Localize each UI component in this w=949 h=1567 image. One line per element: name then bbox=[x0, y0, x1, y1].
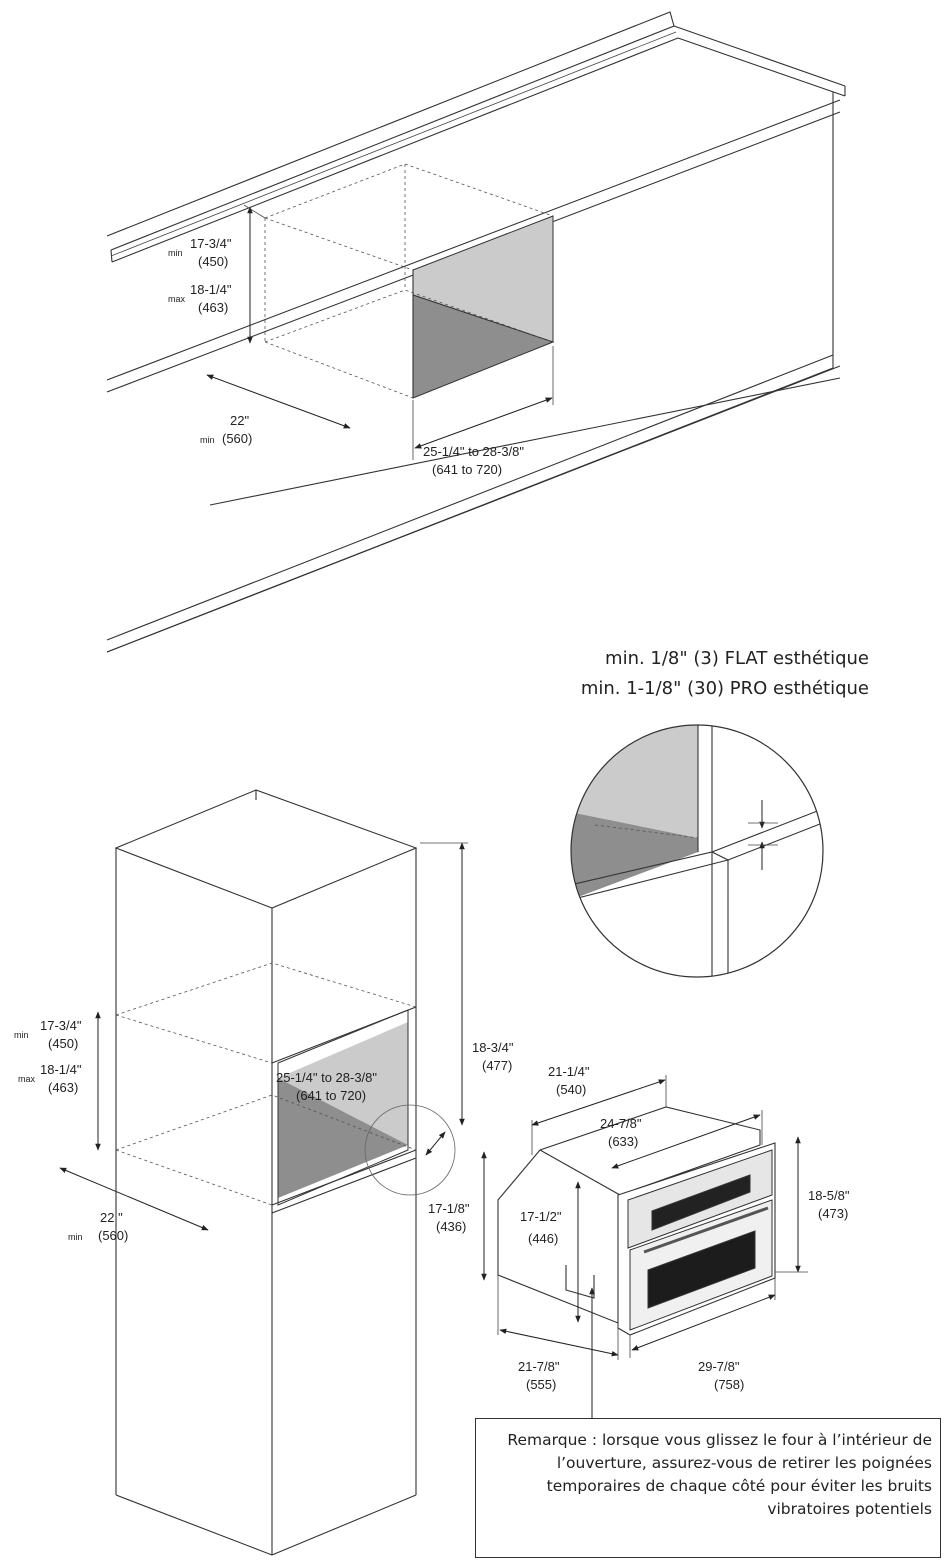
col-depth-value: 22 " bbox=[100, 1210, 123, 1225]
column-cabinet bbox=[60, 790, 468, 1555]
oven-inner-height-metric: (446) bbox=[528, 1231, 559, 1246]
undercounter-cabinet bbox=[107, 12, 845, 652]
top-height-max-metric: (463) bbox=[198, 300, 229, 315]
top-height-min-metric: (450) bbox=[198, 254, 229, 269]
oven-bottom-width-metric: (758) bbox=[714, 1377, 745, 1392]
col-height-right-value: 18-3/4" bbox=[472, 1040, 514, 1055]
col-width-value: 25-1/4" to 28-3/8" bbox=[276, 1070, 378, 1085]
col-height-max-metric: (463) bbox=[48, 1080, 79, 1095]
top-height-max-prefix: max bbox=[168, 294, 186, 304]
oven-inner-height-value: 17-1/2" bbox=[520, 1209, 562, 1224]
oven-side-height-value: 17-1/8" bbox=[428, 1201, 470, 1216]
top-width-metric: (641 to 720) bbox=[432, 462, 503, 477]
oven-front-width-metric: (633) bbox=[608, 1134, 639, 1149]
col-height-min-prefix: min bbox=[14, 1030, 29, 1040]
oven-side-height-metric: (436) bbox=[436, 1219, 467, 1234]
top-depth-value: 22" bbox=[230, 413, 250, 428]
oven-bottom-depth-value: 21-7/8" bbox=[518, 1359, 560, 1374]
remark-text: Remarque : lorsque vous glissez le four à l’intérieur de l’ouverture, assurez-vous de retirer les poignées temporaires de chaque côté pour éviter les bruits vibratoires potentiels bbox=[507, 1431, 932, 1518]
col-depth-metric: (560) bbox=[98, 1228, 129, 1243]
oven-bottom-width-value: 29-7/8" bbox=[698, 1359, 740, 1374]
col-height-max-prefix: max bbox=[18, 1074, 36, 1084]
oven-front-height-value: 18-5/8" bbox=[808, 1188, 850, 1203]
gap-note-pro: min. 1-1/8" (30) PRO esthétique bbox=[580, 678, 869, 699]
oven-top-depth-value: 21-1/4" bbox=[548, 1064, 590, 1079]
oven-front-width-value: 24-7/8" bbox=[600, 1116, 642, 1131]
oven-top-depth-metric: (540) bbox=[556, 1082, 587, 1097]
oven-front-height-metric: (473) bbox=[818, 1206, 849, 1221]
top-height-max-value: 18-1/4" bbox=[190, 282, 232, 297]
col-height-max-value: 18-1/4" bbox=[40, 1062, 82, 1077]
top-depth-metric: (560) bbox=[222, 431, 253, 446]
oven-bottom-depth-metric: (555) bbox=[526, 1377, 557, 1392]
col-width-metric: (641 to 720) bbox=[296, 1088, 367, 1103]
col-height-min-metric: (450) bbox=[48, 1036, 79, 1051]
col-height-min-value: 17-3/4" bbox=[40, 1018, 82, 1033]
gap-detail-circle bbox=[570, 720, 825, 985]
top-depth-prefix: min bbox=[200, 435, 215, 445]
col-depth-prefix: min bbox=[68, 1232, 83, 1242]
col-height-right-metric: (477) bbox=[482, 1058, 513, 1073]
top-height-min-value: 17-3/4" bbox=[190, 236, 232, 251]
top-width-value: 25-1/4" to 28-3/8" bbox=[423, 444, 525, 459]
remark-box bbox=[475, 1418, 941, 1558]
gap-note-flat: min. 1/8" (3) FLAT esthétique bbox=[605, 648, 869, 669]
top-height-min-prefix: min bbox=[168, 248, 183, 258]
